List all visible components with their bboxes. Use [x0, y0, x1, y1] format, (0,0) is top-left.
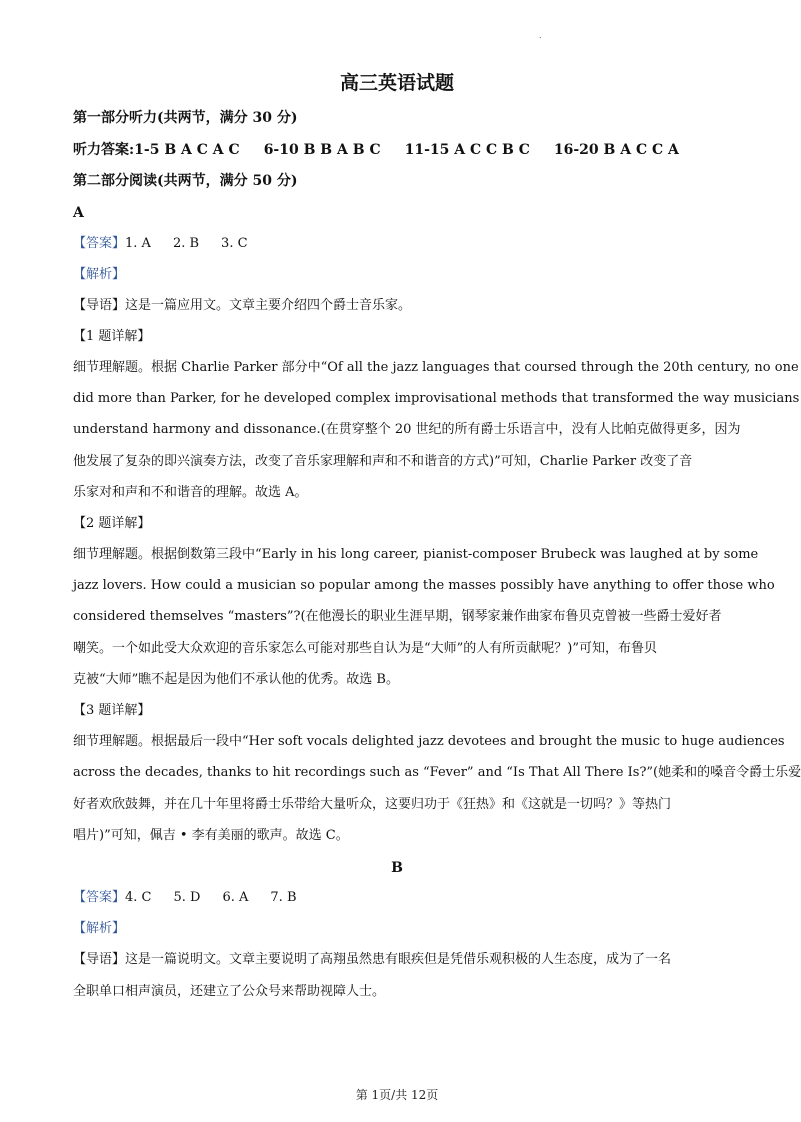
listening-answer-group: 16-20 B A C C A: [553, 142, 679, 158]
section-a-intro: [73, 296, 723, 316]
listening-answers-label: 听力答案:: [73, 142, 135, 158]
q3-line: 唱片)”可知，佩吉 • 李有美丽的歌声。故选 C。: [73, 828, 349, 843]
q2-line: 克被“大师”瞧不起是因为他们不承认他的优秀。故选 B。: [73, 672, 399, 687]
intro-text-line: 全职单口相声演员，还建立了公众号来帮助视障人士。: [73, 984, 386, 999]
answer-tag: 【答案】: [73, 890, 126, 905]
q3-line: 好者欢欣鼓舞，并在几十年里将爵士乐带给大量听众，这要归功于《狂热》和《这就是一切吗？》等热门: [73, 797, 672, 812]
listening-answer-group: 6-10 B B A B C: [263, 142, 381, 158]
page-title: 高三英语试题: [339, 72, 454, 94]
section-a-label: A: [73, 205, 84, 221]
intro-tag: 【导语】: [73, 298, 126, 313]
intro-tag: 【导语】: [73, 952, 126, 967]
q2-line: 细节理解题。根据倒数第三段中“Early in his long career, pianist-composer Brubeck was laughed at by some: [73, 547, 759, 562]
q3-line: across the decades, thanks to hit recordings such as “Fever” and “Is That All There Is?”(她柔和的嗓音令爵士乐爱: [73, 765, 801, 780]
corner-mark: .: [539, 31, 542, 40]
listening-answer-group: 1-5 B A C A C: [134, 142, 240, 158]
answer-item: 3. C: [221, 236, 248, 251]
intro-text: 这是一篇应用文。文章主要介绍四个爵士音乐家。: [125, 298, 412, 313]
answer-tag: 【答案】: [73, 236, 126, 251]
analysis-tag: 【解析】: [73, 267, 126, 282]
listening-answers: [73, 140, 723, 160]
q1-line: 他发展了复杂的即兴演奏方法，改变了音乐家理解和声和不和谐音的方式)”可知，Charlie Parker 改变了音: [73, 454, 693, 469]
section-b-answers: [73, 888, 723, 908]
analysis-tag: 【解析】: [73, 921, 126, 936]
listening-answer-group: 11-15 A C C B C: [404, 142, 530, 158]
q2-line: considered themselves “masters”?(在他漫长的职业生涯早期，钢琴家兼作曲家布鲁贝克曾被一些爵士爱好者: [73, 609, 722, 624]
intro-text: 这是一篇说明文。文章主要说明了高翔虽然患有眼疾但是凭借乐观积极的人生态度，成为了一名: [125, 952, 672, 967]
answer-item: 2. B: [172, 236, 200, 251]
section-a-answers: [73, 234, 723, 254]
q3-line: 细节理解题。根据最后一段中“Her soft vocals delighted jazz devotees and brought the music to huge audiences: [73, 734, 785, 749]
q2-line: 嘲笑。一个如此受大众欢迎的音乐家怎么可能对那些自认为是“大师”的人有所贡献呢？)”可知，布鲁贝: [73, 641, 658, 656]
answer-item: 4. C: [125, 890, 152, 905]
part1-heading: 第一部分听力(共两节，满分 30 分): [73, 110, 298, 126]
answer-item: 1. A: [125, 236, 151, 251]
section-b-intro: [73, 950, 723, 970]
q1-line: did more than Parker, for he developed complex improvisational methods that transformed the way musicians: [73, 391, 800, 406]
answer-item: 7. B: [270, 890, 297, 905]
q2-line: jazz lovers. How could a musician so popular among the masses possibly have anything to offer those who: [73, 578, 775, 593]
q1-line: 乐家对和声和不和谐音的理解。故选 A。: [73, 485, 308, 500]
answer-item: 5. D: [173, 890, 201, 905]
section-b-label: B: [391, 860, 403, 876]
q1-line: 细节理解题。根据 Charlie Parker 部分中“Of all the jazz languages that coursed through the 20th century, no one: [73, 360, 799, 375]
answer-item: 6. A: [222, 890, 249, 905]
q3-tag: 【3 题详解】: [73, 703, 151, 718]
q2-tag: 【2 题详解】: [73, 516, 151, 531]
part2-heading: 第二部分阅读(共两节，满分 50 分): [73, 173, 298, 189]
q1-tag: 【1 题详解】: [73, 329, 151, 344]
q1-line: understand harmony and dissonance.(在贯穿整个 20 世纪的所有爵士乐语言中，没有人比帕克做得更多，因为: [73, 422, 741, 437]
page-footer: 第 1页/共 12页: [355, 1088, 439, 1102]
